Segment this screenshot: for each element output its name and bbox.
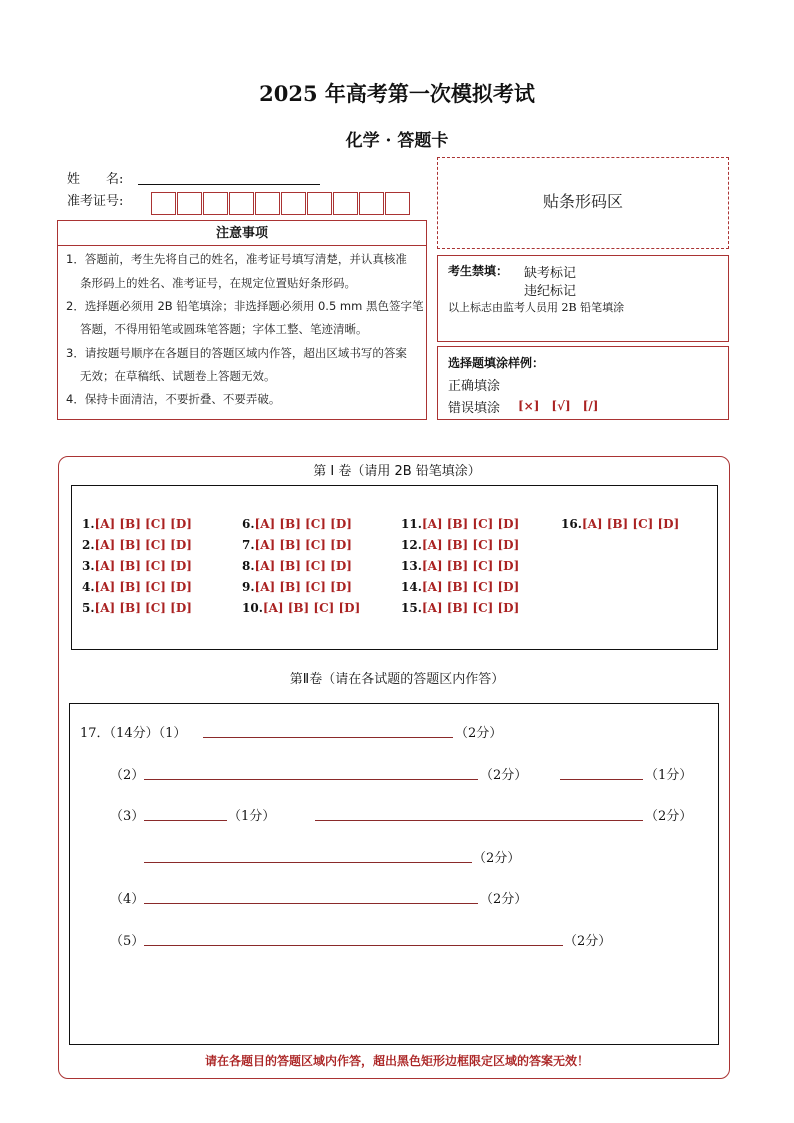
id-digit-box[interactable]	[203, 192, 228, 215]
notice-body	[57, 245, 427, 420]
mc-question[interactable]: 13.[A] [B] [C] [D]	[401, 559, 520, 573]
fill-sample-box	[437, 346, 729, 420]
barcode-area: 贴条形码区	[437, 157, 729, 249]
mc-question[interactable]: 12.[A] [B] [C] [D]	[401, 538, 520, 552]
footer-warning: 请在各题目的答题区域内作答，超出黑色矩形边框限定区域的答案无效！	[204, 1054, 589, 1068]
exam-title: 2025 年高考第一次模拟考试	[259, 81, 535, 106]
notice-line: 1．答题前，考生先将自己的姓名，准考证号填写清楚，并认真核准	[66, 252, 407, 266]
exam-id-label: 准考证号:	[67, 194, 124, 209]
sample-title: 选择题填涂样例：	[448, 356, 545, 370]
exam-id-boxes[interactable]	[151, 192, 411, 216]
forbid-label: 考生禁填：	[448, 264, 509, 278]
notice-title: 注意事项	[57, 220, 427, 246]
id-digit-box[interactable]	[281, 192, 306, 215]
points-label: （2分）	[645, 809, 693, 824]
mc-question[interactable]: 2.[A] [B] [C] [D]	[82, 538, 192, 552]
mc-question[interactable]: 3.[A] [B] [C] [D]	[82, 559, 192, 573]
absent-mark-label[interactable]: 缺考标记	[524, 266, 577, 281]
id-digit-box[interactable]	[307, 192, 332, 215]
violation-mark-label[interactable]: 违纪标记	[524, 284, 577, 299]
id-digit-box[interactable]	[255, 192, 280, 215]
mc-question[interactable]: 14.[A] [B] [C] [D]	[401, 580, 520, 594]
name-label: 姓 名:	[67, 172, 124, 187]
mc-question[interactable]: 15.[A] [B] [C] [D]	[401, 601, 520, 615]
points-label: （2分）	[473, 851, 521, 866]
answer-line-1[interactable]	[203, 737, 453, 738]
mc-question[interactable]: 11.[A] [B] [C] [D]	[401, 517, 520, 531]
id-digit-box[interactable]	[229, 192, 254, 215]
points-label: （2分）	[480, 768, 528, 783]
multiple-choice-grid	[71, 485, 718, 650]
points-label: （1分）	[645, 768, 693, 783]
wrong-fill-label: 错误填涂	[448, 401, 501, 416]
id-digit-box[interactable]	[151, 192, 176, 215]
forbid-box	[437, 255, 729, 342]
answer-line-5[interactable]	[144, 945, 563, 946]
part-5-label: （5）	[110, 934, 145, 949]
correct-fill-label: 正确填涂	[448, 379, 501, 394]
id-digit-box[interactable]	[177, 192, 202, 215]
answer-line-3a[interactable]	[144, 820, 227, 821]
answer-line-2b[interactable]	[560, 779, 643, 780]
mc-question[interactable]: 8.[A] [B] [C] [D]	[242, 559, 352, 573]
mc-question[interactable]: 9.[A] [B] [C] [D]	[242, 580, 352, 594]
notice-line: 2．选择题必须用 2B 铅笔填涂；非选择题必须用 0.5 mm 黑色签字笔	[66, 299, 424, 313]
answer-line-3c[interactable]	[144, 862, 472, 863]
mc-question[interactable]: 7.[A] [B] [C] [D]	[242, 538, 352, 552]
notice-line: 答题，不得用铅笔或圆珠笔答题；字体工整、笔迹清晰。	[80, 322, 368, 336]
part-3-label: （3）	[110, 809, 145, 824]
id-digit-box[interactable]	[333, 192, 358, 215]
mc-question[interactable]: 1.[A] [B] [C] [D]	[82, 517, 192, 531]
notice-line: 4．保持卡面清洁，不要折叠、不要弄破。	[66, 392, 281, 406]
q17-header: 17．（14分）（1）	[80, 726, 187, 741]
id-digit-box[interactable]	[385, 192, 410, 215]
points-label: （2分）	[455, 726, 503, 741]
part-2-label: （2）	[110, 768, 145, 783]
answer-line-2a[interactable]	[144, 779, 478, 780]
part-4-label: （4）	[110, 892, 145, 907]
mc-question[interactable]: 4.[A] [B] [C] [D]	[82, 580, 192, 594]
points-label: （1分）	[228, 809, 276, 824]
answer-line-4[interactable]	[144, 903, 478, 904]
mc-question[interactable]: 16.[A] [B] [C] [D]	[561, 517, 680, 531]
question-17-answer-box	[69, 703, 719, 1045]
answer-card-subtitle: 化学 · 答题卡	[345, 131, 449, 151]
points-label: （2分）	[564, 934, 612, 949]
notice-line: 条形码上的姓名、准考证号，在规定位置贴好条形码。	[80, 276, 356, 290]
answer-line-3b[interactable]	[315, 820, 643, 821]
forbid-note: 以上标志由监考人员用 2B 铅笔填涂	[448, 301, 625, 314]
mc-question[interactable]: 6.[A] [B] [C] [D]	[242, 517, 352, 531]
mc-question[interactable]: 5.[A] [B] [C] [D]	[82, 601, 192, 615]
notice-line: 3．请按题号顺序在各题目的答题区域内作答，超出区域书写的答案	[66, 346, 407, 360]
points-label: （2分）	[480, 892, 528, 907]
wrong-fill-marks: [×] [√] [/]	[518, 399, 599, 413]
id-digit-box[interactable]	[359, 192, 384, 215]
notice-line: 无效；在草稿纸、试题卷上答题无效。	[80, 369, 276, 383]
mc-question[interactable]: 10.[A] [B] [C] [D]	[242, 601, 361, 615]
section1-title: 第 I 卷（请用 2B 铅笔填涂）	[313, 464, 481, 479]
name-field[interactable]	[138, 183, 320, 185]
section2-title: 第Ⅱ卷（请在各试题的答题区内作答）	[289, 672, 505, 687]
